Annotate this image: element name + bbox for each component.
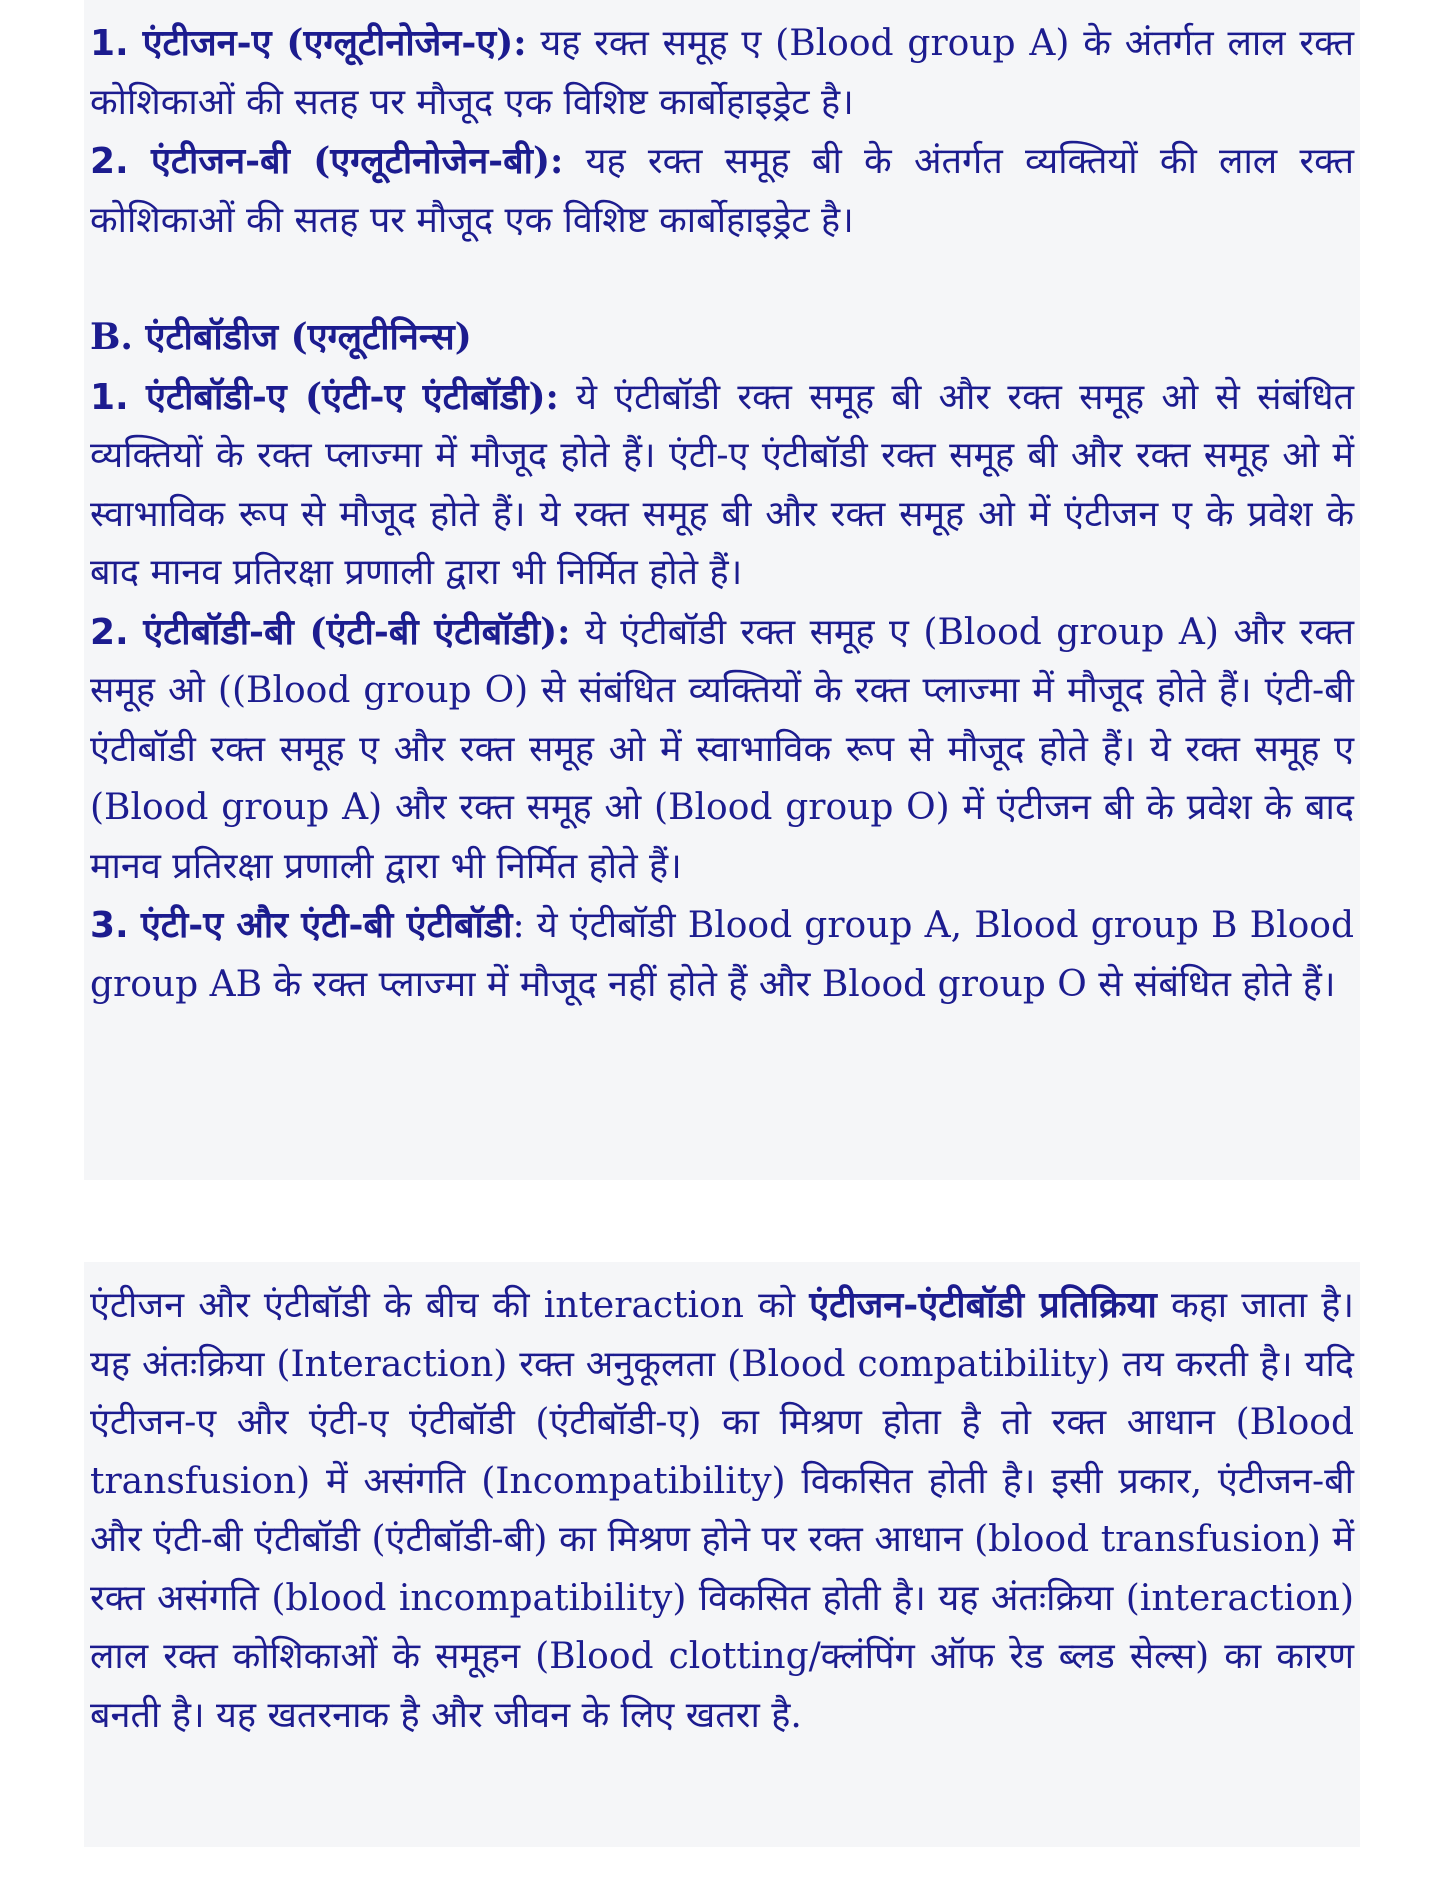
antigen-a-term: एंटीजन-ए (एग्लूटीनोजेन-ए): [142, 22, 527, 64]
antibodies-heading [90, 308, 1354, 368]
antibody-ab-term: एंटी-ए और एंटी-बी एंटीबॉडी [140, 904, 513, 946]
antigen-a-paragraph [90, 14, 1354, 132]
interaction-paragraph [90, 1276, 1354, 1745]
antigen-b-term: एंटीजन-बी (एग्लूटीनोजेन-बी): [151, 140, 564, 182]
item-number: 1. [90, 23, 129, 64]
item-number: 2. [90, 611, 129, 653]
antibody-ab-paragraph [90, 896, 1354, 1014]
antibodies-heading-text: B. एंटीबॉडीज (एग्लूटीनिन्स) [90, 316, 472, 358]
antibody-b-text: ये एंटीबॉडी रक्त समूह ए (Blood group A) और रक्त समूह ओ ((Blood group O) से संबंधित व्यक्तियों के रक्त प्लाज्मा में मौजूद होते हैं। एंटी-बी एंटीबॉडी रक्त समूह ए और रक्त समूह ओ में स्वाभाविक रूप से मौजूद होते हैं। ये रक्त समूह ए (Blood group A) और रक्त समूह ओ (Blood group O) में एंटीजन बी के प्रवेश के बाद मानव प्रतिरक्षा प्रणाली द्वारा भी निर्मित होते हैं। [90, 611, 1354, 887]
item-number: 3. [90, 905, 129, 946]
antigen-a-text: यह रक्त समूह ए (Blood group A) के अंतर्गत लाल रक्त कोशिकाओं की सतह पर मौजूद एक विशिष्ट कार्बोहाइड्रेट है। [90, 23, 1354, 123]
antibody-a-text: ये एंटीबॉडी रक्त समूह बी और रक्त समूह ओ से संबंधित व्यक्तियों के रक्त प्लाज्मा में मौजूद होते हैं। एंटी-ए एंटीबॉडी रक्त समूह बी और रक्त समूह ओ में स्वाभाविक रूप से मौजूद होते हैं। ये रक्त समूह बी और रक्त समूह ओ में एंटीजन ए के प्रवेश के बाद मानव प्रतिरक्षा प्रणाली द्वारा भी निर्मित होते हैं। [90, 376, 1355, 593]
item-number: 2. [90, 141, 129, 182]
interaction-bold-term: एंटीजन-एंटीबॉडी प्रतिक्रिया [809, 1284, 1157, 1326]
interaction-section [84, 1262, 1360, 1847]
interaction-text-before: एंटीजन और एंटीबॉडी के बीच की interaction को [90, 1285, 810, 1326]
antigen-b-text: यह रक्त समूह बी के अंतर्गत व्यक्तियों की लाल रक्त कोशिकाओं की सतह पर मौजूद एक विशिष्ट कार्बोहाइड्रेट है। [90, 141, 1354, 241]
antibody-b-term: एंटीबॉडी-बी (एंटी-बी एंटीबॉडी): [143, 610, 571, 653]
antibody-ab-text: : ये एंटीबॉडी Blood group A, Blood group B Blood group AB के रक्त प्लाज्मा में मौजूद नहीं होते हैं और Blood group O से संबंधित होते हैं। [90, 905, 1354, 1005]
antigen-b-paragraph [90, 132, 1354, 250]
spacer [90, 250, 1354, 308]
antigen-antibody-section [84, 0, 1360, 1180]
antibody-a-paragraph [90, 368, 1354, 603]
item-number: 1. [90, 376, 129, 418]
antibody-b-paragraph [90, 603, 1354, 897]
antibody-a-term: एंटीबॉडी-ए (एंटी-ए एंटीबॉडी): [146, 375, 559, 418]
interaction-text-after: कहा जाता है। यह अंतःक्रिया (Interaction) रक्त अनुकूलता (Blood compatibility) तय करती है। यदि एंटीजन-ए और एंटी-ए एंटीबॉडी (एंटीबॉडी-ए) का मिश्रण होता है तो रक्त आधान (Blood transfusion) में असंगति (Incompatibility) विकसित होती है। इसी प्रकार, एंटीजन-बी और एंटी-बी एंटीबॉडी (एंटीबॉडी-बी) का मिश्रण होने पर रक्त आधान (blood transfusion) में रक्त असंगति (blood incompatibility) विकसित होती है। यह अंतःक्रिया (interaction) लाल रक्त कोशिकाओं के समूहन (Blood clotting/क्लंपिंग ऑफ रेड ब्लड सेल्स) का कारण बनती है। यह खतरनाक है और जीवन के लिए खतरा है. [90, 1285, 1355, 1736]
